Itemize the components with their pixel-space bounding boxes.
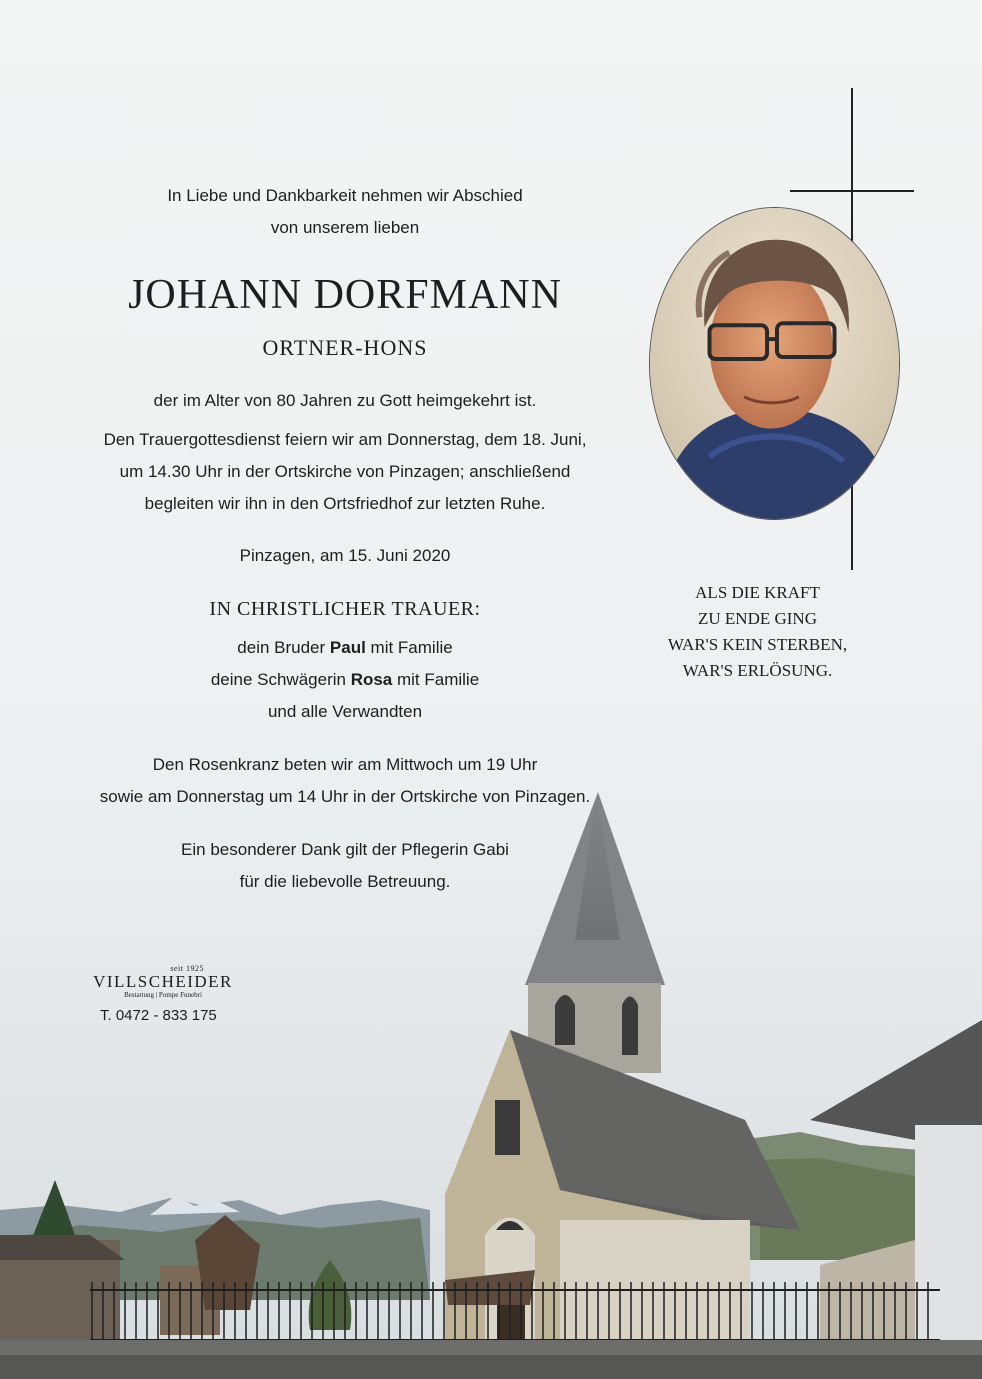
mourner-line: dein Bruder Paul mit Familie: [237, 638, 453, 657]
deceased-name: JOHANN DORFMANN: [128, 272, 562, 318]
funeral-line: begleiten wir ihn in den Ortsfriedhof zur letzten Ruhe.: [144, 494, 546, 513]
main-text-column: [40, 0, 650, 900]
place-date: Pinzagen, am 15. Juni 2020: [239, 546, 451, 565]
quote-line: ALS DIE KRAFT: [695, 583, 820, 602]
memorial-quote: [660, 580, 855, 684]
cross-icon-bar: [790, 190, 914, 192]
undertaker-logo: [88, 964, 238, 1026]
mourner-line: und alle Verwandten: [267, 702, 423, 721]
rosary-line: sowie am Donnerstag um 14 Uhr in der Ortskirche von Pinzagen.: [99, 787, 591, 806]
thanks-line: Ein besonderer Dank gilt der Pflegerin Gabi: [181, 840, 509, 859]
logo-brand: VILLSCHEIDER: [93, 972, 233, 991]
intro-line: In Liebe und Dankbarkeit nehmen wir Abschied: [167, 186, 523, 205]
age-line: der im Alter von 80 Jahren zu Gott heimgekehrt ist.: [153, 391, 537, 410]
logo-subtitle: Bestattung | Pompe Funebri: [124, 991, 202, 999]
quote-line: ZU ENDE GING: [698, 609, 817, 628]
quote-line: WAR'S ERLÖSUNG.: [682, 661, 833, 680]
portrait-photo: [649, 207, 900, 520]
rosary-line: Den Rosenkranz beten wir am Mittwoch um 19 Uhr: [152, 755, 538, 774]
deceased-nickname: ORTNER-HONS: [262, 335, 428, 360]
intro-line: von unserem lieben: [270, 218, 420, 237]
thanks-line: für die liebevolle Betreuung.: [239, 872, 451, 891]
funeral-line: um 14.30 Uhr in der Ortskirche von Pinzagen; anschließend: [119, 462, 571, 481]
undertaker-phone: T. 0472 - 833 175: [100, 1007, 217, 1024]
mourners-heading: IN CHRISTLICHER TRAUER:: [209, 598, 481, 620]
mourner-line: deine Schwägerin Rosa mit Familie: [210, 670, 480, 689]
logo-since: seit 1925: [170, 964, 204, 973]
quote-line: WAR'S KEIN STERBEN,: [667, 635, 848, 654]
funeral-line: Den Trauergottesdienst feiern wir am Donnerstag, dem 18. Juni,: [103, 430, 587, 449]
